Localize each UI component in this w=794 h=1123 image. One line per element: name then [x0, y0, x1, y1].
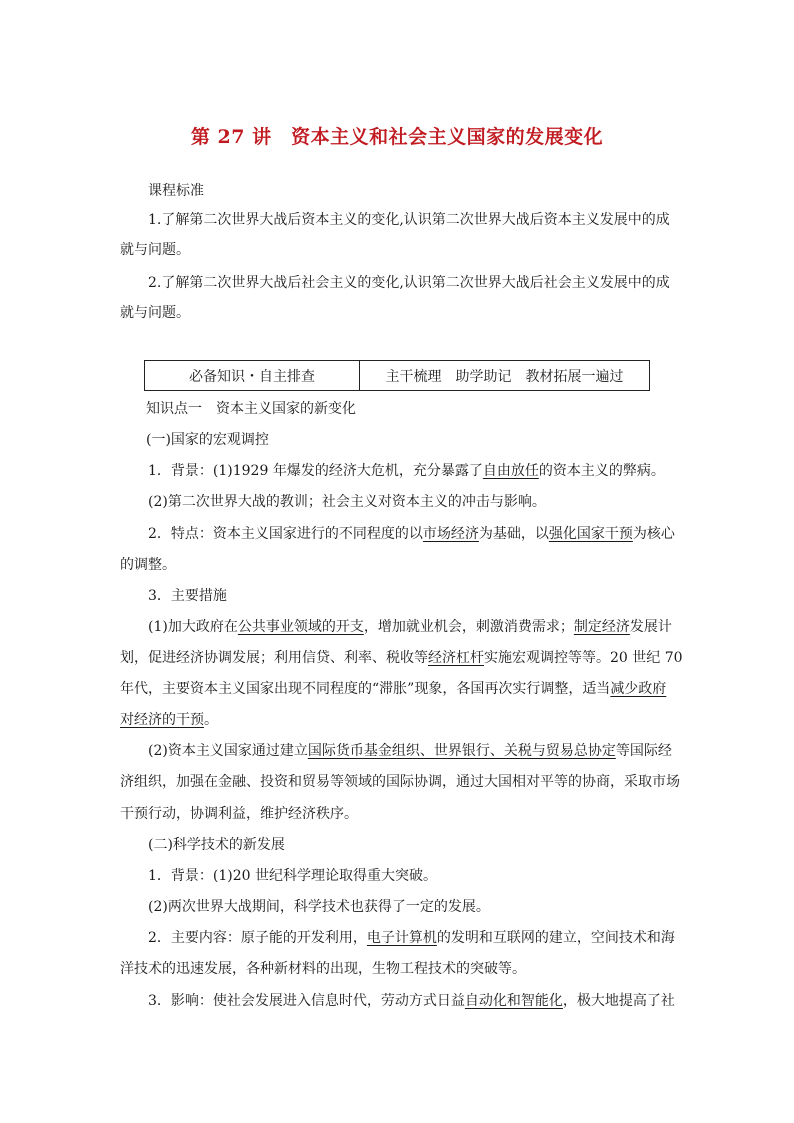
banner-left: 必备知识・自主排查 — [145, 361, 360, 390]
underlined-term: 电子计算机 — [366, 930, 437, 946]
underlined-term: 强化国家干预 — [548, 526, 633, 542]
text-span: ，极大地提高了社 — [562, 993, 675, 1009]
section1-heading: 知识点一 资本主义国家的新变化 — [146, 401, 356, 417]
subheading-macro-control: (一)国家的宏观调控 — [146, 432, 269, 448]
text-span: 等国际经 — [615, 743, 672, 759]
text-span: 实施宏观调控等等。20 世纪 70 — [484, 650, 683, 666]
measure-1-line1 — [148, 618, 672, 636]
text-span: (2)资本主义国家通过建立 — [148, 743, 308, 759]
science-background-line-2: (2)两次世界大战期间，科学技术也获得了一定的发展。 — [148, 899, 490, 915]
standards-heading: 课程标准 — [148, 183, 204, 199]
science-impact-line1 — [148, 992, 675, 1010]
text-span: 发展计 — [629, 619, 672, 635]
text-span: 的发明和互联网的建立，空间技术和海 — [436, 930, 675, 946]
text-span: 2．特点：资本主义国家进行的不同程度的以 — [148, 526, 423, 542]
science-background-line: 1．背景：(1)20 世纪科学理论取得重大突破。 — [148, 868, 438, 884]
standard-item-1-line2: 就与问题。 — [120, 242, 190, 258]
text-span: 。 — [204, 712, 218, 728]
measure-1-line3 — [120, 680, 666, 698]
text-span: 2．主要内容：原子能的开发利用， — [148, 930, 367, 946]
features-line — [148, 525, 675, 543]
text-span: (1)加大政府在 — [148, 619, 238, 635]
page-title: 第 27 讲 资本主义和社会主义国家的发展变化 — [190, 126, 604, 148]
subheading-science-tech: (二)科学技术的新发展 — [148, 837, 285, 853]
underlined-term: 经济杠杆 — [428, 650, 484, 666]
standard-item-1-line1: 1.了解第二次世界大战后资本主义的变化,认识第二次世界大战后资本主义发展中的成 — [148, 212, 670, 228]
measure-2-line2: 济组织，加强在金融、投资和贸易等领域的国际协调，通过大国相对平等的协商，采取市场 — [120, 774, 680, 790]
background-line — [148, 462, 665, 480]
underlined-term: 制定经济 — [573, 619, 630, 635]
text-span: ，增加就业机会，刺激消费需求； — [363, 619, 574, 635]
science-content-line2: 洋技术的迅速发展，各种新材料的出现，生物工程技术的突破等。 — [120, 961, 526, 977]
text-span: 的资本主义的弊病。 — [538, 463, 665, 479]
underlined-term: 减少政府 — [610, 681, 667, 697]
features-line-2: 的调整。 — [120, 557, 176, 573]
measure-1-line2 — [120, 649, 683, 667]
measures-heading: 3．主要措施 — [148, 588, 227, 604]
standard-item-2-line1: 2.了解第二次世界大战后社会主义的变化,认识第二次世界大战后社会主义发展中的成 — [148, 275, 670, 291]
underlined-term: 自由放任 — [482, 463, 539, 479]
measure-2-line1 — [148, 742, 672, 760]
text-span: 1．背景：(1)1929 年爆发的经济大危机，充分暴露了 — [148, 463, 483, 479]
underlined-term: 自动化和智能化 — [464, 993, 563, 1009]
background-line-2: (2)第二次世界大战的教训；社会主义对资本主义的冲击与影响。 — [148, 494, 546, 510]
text-span: 3．影响：使社会发展进入信息时代，劳动方式日益 — [148, 993, 465, 1009]
section-banner — [144, 360, 650, 391]
text-span: 年代，主要资本主义国家出现不同程度的“滞胀”现象，各国再次实行调整，适当 — [120, 681, 611, 697]
text-span: 划，促进经济协调发展；利用信贷、利率、税收等 — [120, 650, 428, 666]
banner-right: 主干梳理 助学助记 教材拓展一遍过 — [385, 368, 624, 385]
underlined-term: 公共事业领域的开支 — [237, 619, 364, 635]
underlined-term: 对经济的干预 — [120, 712, 204, 728]
science-content-line1 — [148, 929, 675, 947]
measure-2-line3: 干预行动，协调利益，维护经济秩序。 — [120, 806, 358, 822]
text-span: 为核心 — [632, 526, 675, 542]
underlined-term: 国际货币基金组织、世界银行、关税与贸易总协定 — [307, 743, 616, 759]
measure-1-line4 — [120, 711, 218, 729]
underlined-term: 市场经济 — [422, 526, 479, 542]
text-span: 为基础，以 — [478, 526, 549, 542]
standard-item-2-line2: 就与问题。 — [120, 305, 190, 321]
